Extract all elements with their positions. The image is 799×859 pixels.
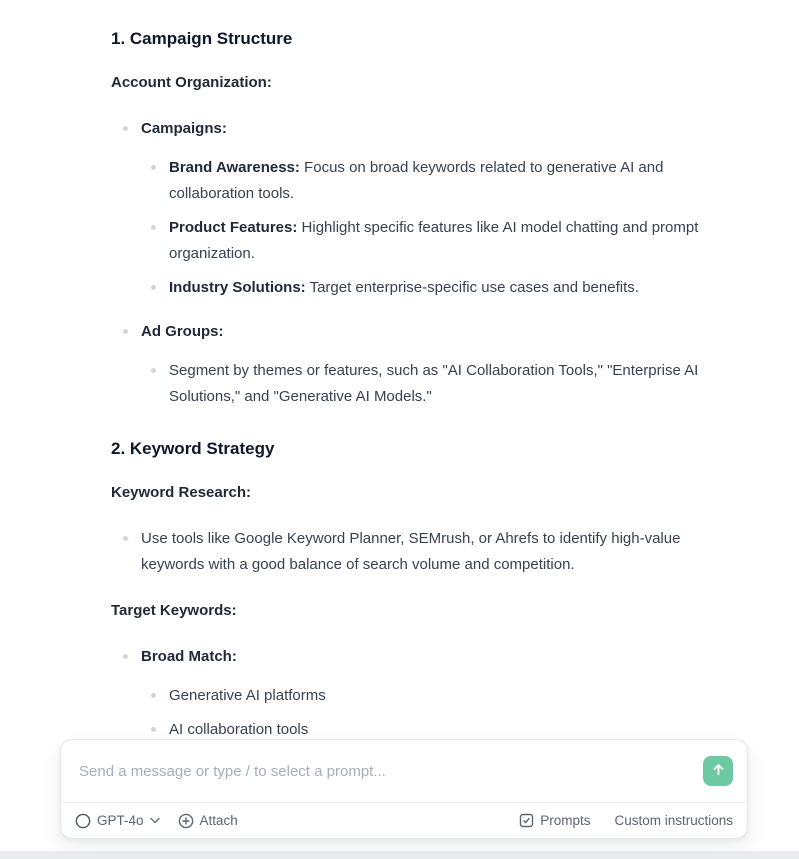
item-text: Highlight specific features like AI model chatting and prompt organization. [169,219,699,262]
item-bold-label: Product Features: [169,219,298,236]
custom-instructions-button[interactable] [614,813,733,828]
broad-match-label: Broad Match: [141,648,237,665]
bullet-icon [151,225,156,230]
model-label: GPT-4o [97,813,144,828]
list-item [141,275,701,301]
list-item-ad-groups [123,319,701,410]
bullet-icon [151,727,156,732]
model-selector[interactable] [75,813,160,829]
campaigns-sublist [141,155,701,301]
item-text: Generative AI platforms [169,687,326,704]
composer-input-row [61,740,747,802]
item-bold-label: Industry Solutions: [169,279,306,296]
composer [60,739,748,839]
attach-label: Attach [199,813,238,828]
prompts-button[interactable] [519,813,590,828]
message-input[interactable] [79,763,703,780]
prompts-label: Prompts [540,813,591,828]
account-organization-label: Account Organization: [111,74,272,91]
toolbar-left-group [75,813,238,829]
bullet-icon [123,329,128,334]
prompts-icon [519,813,534,828]
ad-groups-label: Ad Groups: [141,323,224,340]
bullet-icon [123,126,128,131]
campaigns-label: Campaigns: [141,120,227,137]
assistant-message [111,0,701,797]
keyword-research-label: Keyword Research: [111,484,252,501]
item-text: Segment by themes or features, such as "AI Collaboration Tools," "Enterprise AI Solutions," and "Generative AI Models." [169,362,699,405]
section-2-heading: 2. Keyword Strategy [111,439,275,458]
bullet-icon [151,368,156,373]
chevron-down-icon [150,817,160,824]
plus-circle-icon [178,813,194,829]
keyword-research-list [111,526,701,578]
list-item [141,358,701,410]
page-bottom-strip [0,851,799,859]
composer-toolbar [61,802,747,838]
account-organization-list [111,116,701,410]
arrow-up-icon [711,762,726,780]
item-bold-label: Brand Awareness: [169,159,300,176]
bullet-icon [123,536,128,541]
item-text: Use tools like Google Keyword Planner, SEMrush, or Ahrefs to identify high-value keywords with a good balance of search volume and competition. [141,530,681,573]
bullet-icon [151,285,156,290]
bullet-icon [151,165,156,170]
custom-instructions-label: Custom instructions [614,813,733,828]
send-button[interactable] [703,756,733,786]
list-item [123,526,701,578]
list-item [141,155,701,207]
openai-logo-icon [75,813,91,829]
target-keywords-label: Target Keywords: [111,602,237,619]
item-text: Target enterprise-specific use cases and benefits. [305,279,639,296]
toolbar-right-group [519,813,733,828]
list-item [141,215,701,267]
bullet-icon [123,654,128,659]
list-item-campaigns [123,116,701,301]
item-text: AI collaboration tools [169,721,309,738]
item-text: Focus on broad keywords related to generative AI and collaboration tools. [169,159,664,202]
bullet-icon [151,693,156,698]
ad-groups-sublist [141,358,701,410]
list-item [141,683,701,709]
attach-button[interactable] [178,813,238,829]
section-1-heading: 1. Campaign Structure [111,29,293,48]
